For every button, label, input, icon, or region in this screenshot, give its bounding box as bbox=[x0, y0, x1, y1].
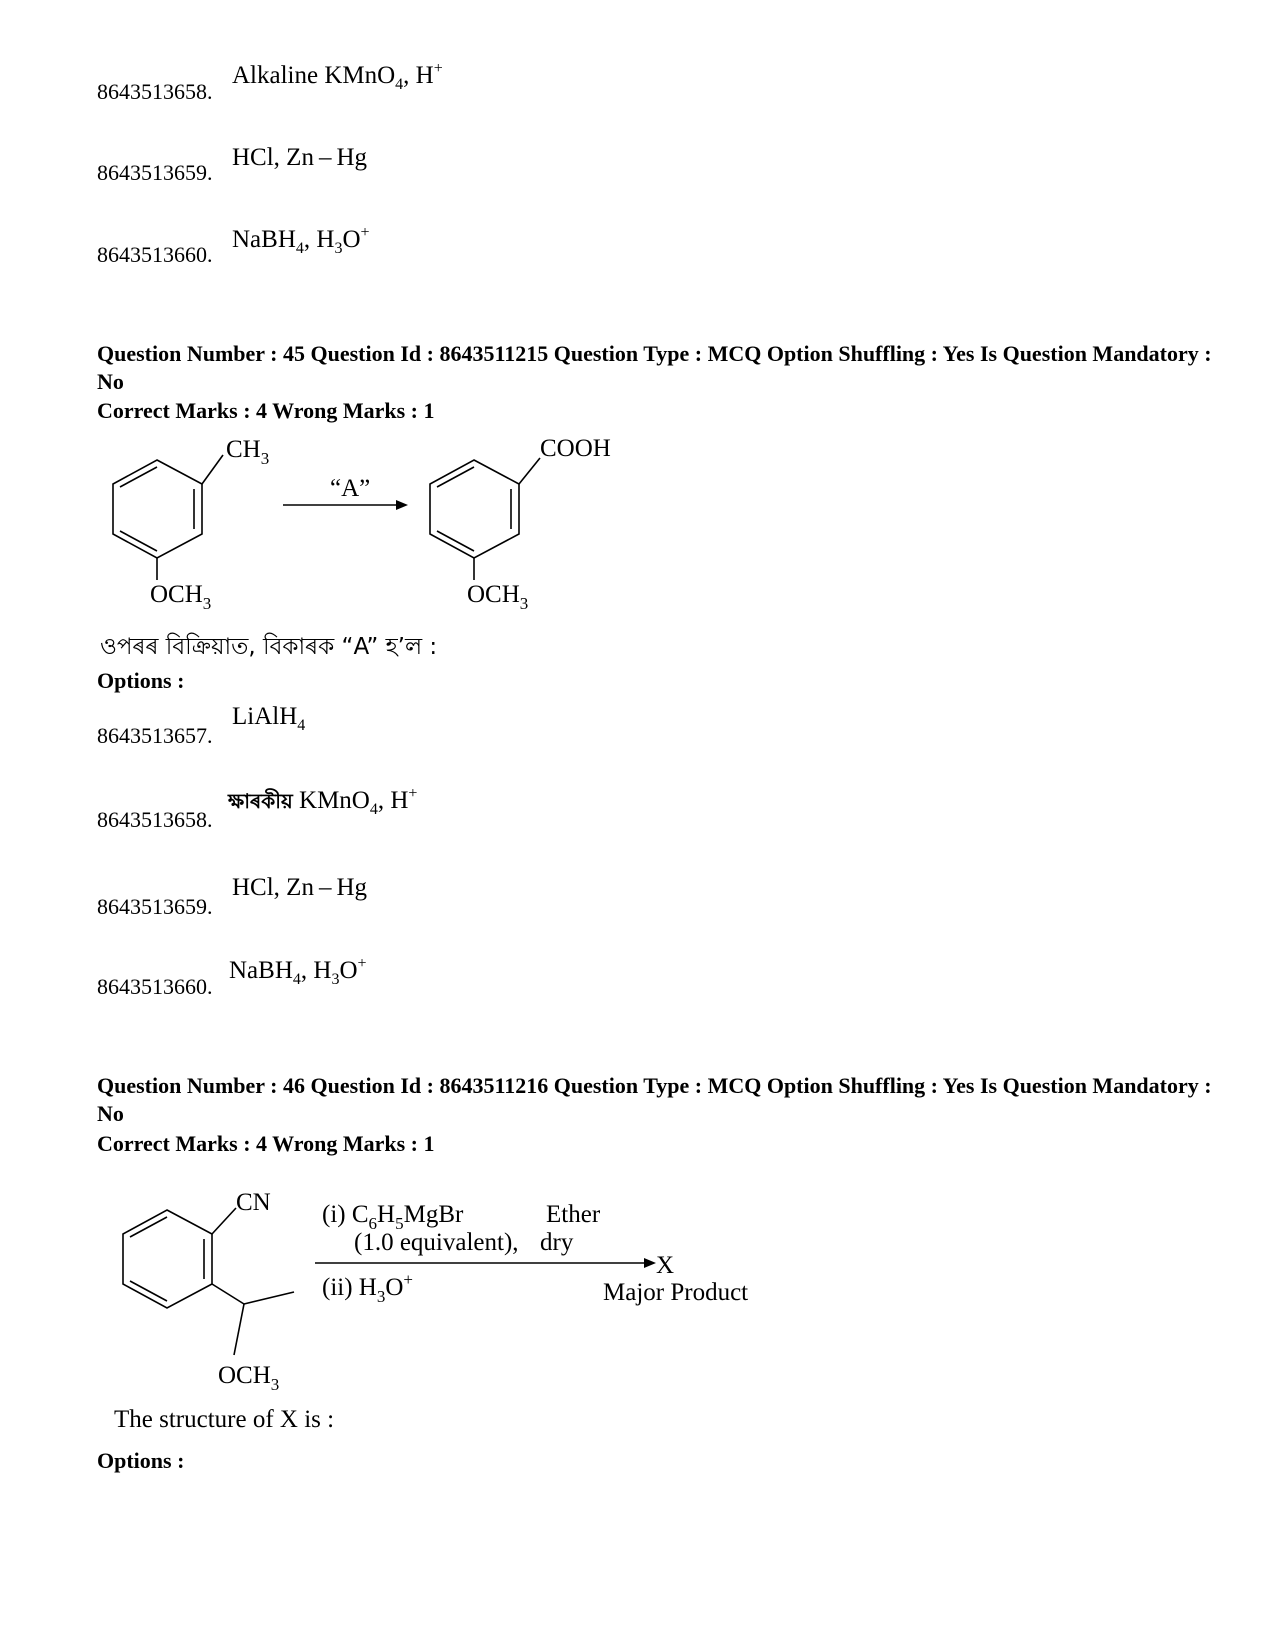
reaction-scheme bbox=[90, 430, 650, 620]
reactant-substituent-top: $CH_3$ bbox=[226, 436, 270, 468]
option-text: LiAlH$_4$ bbox=[232, 703, 306, 734]
arrow-head bbox=[396, 500, 408, 510]
reagent-step1: (i) $C_6H_5MgBr$ bbox=[322, 1201, 464, 1233]
option-id: 8643513659. bbox=[97, 894, 213, 919]
product-substituent-bottom: $OCH_3$ bbox=[467, 581, 529, 613]
substituent-och3: $OCH_3$ bbox=[218, 1362, 280, 1394]
reactant-substituent-bottom: $OCH_3$ bbox=[150, 581, 212, 613]
question-header: Question Number : 45 Question Id : 8643511215 Question Type : MCQ Option Shuffling : Yes Is Question Mandatory : No bbox=[97, 341, 1212, 394]
option-text: NaBH$_4$, $H_3O^+$ bbox=[232, 224, 370, 257]
option-id: 8643513660. bbox=[97, 242, 213, 267]
option-id: 8643513658. bbox=[97, 79, 213, 104]
product-caption: Major Product bbox=[603, 1279, 749, 1306]
reagent-step2: (ii) $H_3O^+$ bbox=[322, 1270, 414, 1306]
option-text: ক্ষাৰকীয় KMnO$_4$, H+ bbox=[228, 785, 418, 818]
option-id: 8643513660. bbox=[97, 974, 213, 999]
options-label: Options : bbox=[97, 668, 185, 693]
option-text: HCl, Zn – Hg bbox=[232, 144, 368, 171]
substituent-cn: CN bbox=[236, 1189, 271, 1216]
option-text: NaBH$_4$, $H_3O^+$ bbox=[229, 955, 367, 988]
marks-line: Correct Marks : 4 Wrong Marks : 1 bbox=[97, 398, 435, 423]
option-text: HCl, Zn – Hg bbox=[232, 874, 368, 901]
arrow-head bbox=[644, 1258, 656, 1268]
solvent-condition: dry bbox=[540, 1229, 574, 1256]
question-text: The structure of X is : bbox=[114, 1406, 335, 1433]
question-text: ওপৰৰ বিক্ৰিয়াত, বিকাৰক “A” হ’ল : bbox=[100, 634, 438, 660]
question-header: Question Number : 46 Question Id : 8643511216 Question Type : MCQ Option Shuffling : Yes Is Question Mandatory : No bbox=[97, 1073, 1212, 1126]
reagent-label: “A” bbox=[330, 475, 371, 502]
option-id: 8643513659. bbox=[97, 160, 213, 185]
option-id: 8643513658. bbox=[97, 807, 213, 832]
marks-line: Correct Marks : 4 Wrong Marks : 1 bbox=[97, 1131, 435, 1156]
product-substituent-top: COOH bbox=[540, 435, 611, 462]
reagent-step1-amount: (1.0 equivalent), bbox=[354, 1229, 519, 1256]
option-id: 8643513657. bbox=[97, 723, 213, 748]
solvent-label: Ether bbox=[546, 1201, 601, 1228]
reaction-scheme bbox=[100, 1180, 780, 1395]
product-label-x: X bbox=[656, 1252, 675, 1279]
options-label: Options : bbox=[97, 1448, 185, 1473]
option-text: Alkaline KMnO$_4$, H+ bbox=[232, 60, 443, 93]
